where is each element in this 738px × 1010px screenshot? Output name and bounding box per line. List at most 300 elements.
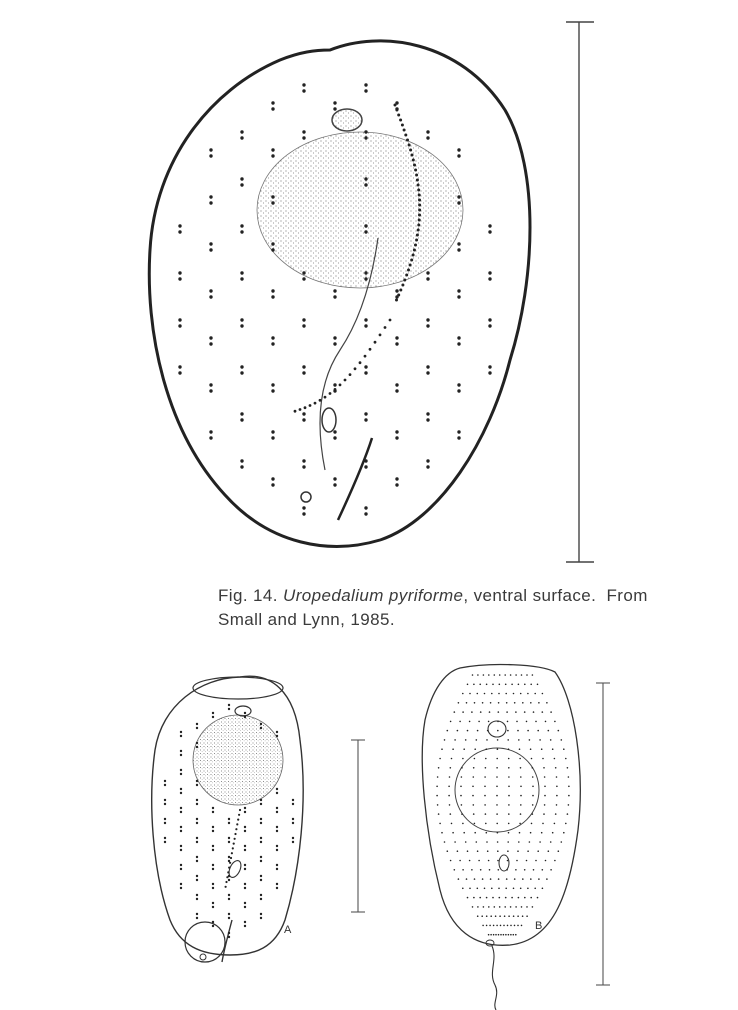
- kinety-dot: [244, 887, 246, 889]
- panel-a-macronucleus: [193, 715, 283, 805]
- kinety-dot: [489, 925, 491, 927]
- kinety-dot: [545, 721, 547, 723]
- kinety-dot: [476, 739, 478, 741]
- kinety-dot: [480, 869, 482, 871]
- kinety-dot: [485, 758, 487, 760]
- kinety-dot: [565, 823, 567, 825]
- oral-kinety-dot: [334, 388, 337, 391]
- kinety-dot: [534, 888, 536, 890]
- main-cell-drawing: [149, 41, 530, 546]
- oral-kinety-dot: [397, 294, 400, 297]
- kinety-dot: [530, 702, 532, 704]
- kinety-dot: [450, 860, 452, 862]
- kinety-dot: [462, 823, 464, 825]
- kinety-dot: [473, 897, 475, 899]
- kinety-dot: [364, 318, 367, 321]
- kinety-dot: [532, 813, 534, 815]
- kinety-dot: [479, 897, 481, 899]
- kinety-dot: [209, 430, 212, 433]
- kinety-dot: [497, 832, 499, 834]
- kinety-dot: [276, 868, 278, 870]
- kinety-dot: [488, 271, 491, 274]
- kinety-dot: [364, 465, 367, 468]
- oral-kinety-dot: [414, 244, 417, 247]
- kinety-dot: [495, 934, 497, 936]
- kinety-dot: [518, 841, 520, 843]
- oral-kinety-dot: [232, 847, 234, 849]
- kinety-dot: [500, 925, 502, 927]
- kinety-dot: [467, 897, 469, 899]
- kinety-dot: [511, 684, 513, 686]
- kinety-dot: [486, 748, 488, 750]
- kinety-dot: [426, 465, 429, 468]
- kinety-dot: [467, 730, 469, 732]
- kinety-dot: [244, 826, 246, 828]
- kinety-dot: [302, 271, 305, 274]
- kinety-dot: [546, 702, 548, 704]
- kinety-dot: [457, 430, 460, 433]
- kinety-dot: [507, 721, 509, 723]
- kinety-dot: [477, 850, 479, 852]
- kinety-dot: [508, 767, 510, 769]
- kinety-dot: [364, 89, 367, 92]
- panel-b-label: B: [535, 920, 543, 932]
- kinety-dot: [520, 693, 522, 695]
- kinety-dot: [477, 906, 479, 908]
- kinety-dot: [458, 878, 460, 880]
- kinety-dot: [462, 693, 464, 695]
- kinety-dot: [520, 767, 522, 769]
- kinety-dot: [180, 792, 182, 794]
- panel-b-nucleus: [455, 748, 539, 832]
- kinety-dot: [467, 684, 469, 686]
- kinety-dot: [209, 383, 212, 386]
- oral-kinety-dot: [299, 408, 302, 411]
- kinety-dot: [244, 921, 246, 923]
- kinety-dot: [180, 868, 182, 870]
- kinety-dot: [178, 224, 181, 227]
- kinety-dot: [240, 459, 243, 462]
- kinety-dot: [457, 242, 460, 245]
- panel-a-drawing: [152, 676, 303, 962]
- kinety-dot: [276, 788, 278, 790]
- kinety-dot: [486, 915, 488, 917]
- kinety-dot: [302, 512, 305, 515]
- kinety-dot: [302, 465, 305, 468]
- kinety-dot: [228, 879, 230, 881]
- kinety-dot: [514, 878, 516, 880]
- kinety-dot: [364, 177, 367, 180]
- kinety-dot: [333, 483, 336, 486]
- kinety-dot: [447, 730, 449, 732]
- kinety-dot: [240, 412, 243, 415]
- kinety-dot: [228, 913, 230, 915]
- kinety-dot: [482, 878, 484, 880]
- kinety-dot: [364, 83, 367, 86]
- kinety-dot: [515, 906, 517, 908]
- kinety-dot: [228, 704, 230, 706]
- kinety-dot: [491, 888, 493, 890]
- kinety-dot: [535, 721, 537, 723]
- kinety-dot: [451, 823, 453, 825]
- kinety-dot: [240, 465, 243, 468]
- kinety-dot: [521, 925, 523, 927]
- kinety-dot: [395, 430, 398, 433]
- kinety-dot: [520, 786, 522, 788]
- kinety-dot: [507, 860, 509, 862]
- kinety-dot: [260, 803, 262, 805]
- kinety-dot: [302, 136, 305, 139]
- kinety-dot: [180, 754, 182, 756]
- kinety-dot: [499, 915, 501, 917]
- panel-a-label: A: [284, 924, 292, 936]
- kinety-dot: [507, 739, 509, 741]
- kinety-dot: [364, 418, 367, 421]
- kinety-dot: [276, 735, 278, 737]
- kinety-dot: [196, 822, 198, 824]
- kinety-dot: [395, 289, 398, 292]
- kinety-dot: [541, 748, 543, 750]
- kinety-dot: [276, 887, 278, 889]
- kinety-dot: [457, 389, 460, 392]
- kinety-dot: [526, 674, 528, 676]
- kinety-dot: [447, 850, 449, 852]
- kinety-dot: [395, 389, 398, 392]
- kinety-dot: [426, 130, 429, 133]
- kinety-dot: [535, 860, 537, 862]
- kinety-dot: [524, 897, 526, 899]
- oral-kinety-dot: [416, 179, 419, 182]
- kinety-dot: [469, 860, 471, 862]
- kinety-dot: [457, 342, 460, 345]
- kinety-dot: [550, 869, 552, 871]
- kinety-dot: [476, 841, 478, 843]
- kinety-dot: [484, 693, 486, 695]
- kinety-dot: [271, 101, 274, 104]
- kinety-dot: [558, 730, 560, 732]
- kinety-dot: [426, 277, 429, 280]
- oral-kinety-dot: [238, 814, 240, 816]
- kinety-dot: [486, 897, 488, 899]
- kinety-dot: [457, 248, 460, 251]
- kinety-dot: [520, 795, 522, 797]
- kinety-dot: [534, 693, 536, 695]
- oral-kinety-dot: [225, 886, 227, 888]
- kinety-dot: [276, 864, 278, 866]
- kinety-dot: [515, 674, 517, 676]
- kinety-dot: [548, 850, 550, 852]
- caption-species: Uropedalium pyriforme: [283, 586, 464, 605]
- kinety-dot: [482, 702, 484, 704]
- kinety-dot: [555, 813, 557, 815]
- kinety-dot: [498, 869, 500, 871]
- kinety-dot: [462, 869, 464, 871]
- kinety-dot: [302, 89, 305, 92]
- kinety-dot: [271, 248, 274, 251]
- kinety-dot: [480, 711, 482, 713]
- kinety-dot: [474, 878, 476, 880]
- kinety-dot: [244, 925, 246, 927]
- kinety-dot: [333, 430, 336, 433]
- oral-kinety-dot: [394, 104, 397, 107]
- kinety-dot: [271, 148, 274, 151]
- kinety-dot: [436, 795, 438, 797]
- kinety-dot: [473, 767, 475, 769]
- kinety-dot: [260, 856, 262, 858]
- kinety-dot: [457, 195, 460, 198]
- kinety-dot: [499, 684, 501, 686]
- kinety-dot: [499, 674, 501, 676]
- oral-kinety-dot: [399, 119, 402, 122]
- kinety-dot: [473, 813, 475, 815]
- kinety-dot: [530, 878, 532, 880]
- kinety-dot: [517, 850, 519, 852]
- kinety-dot: [196, 727, 198, 729]
- kinety-dot: [522, 878, 524, 880]
- kinety-dot: [395, 436, 398, 439]
- kinety-dot: [462, 888, 464, 890]
- kinety-dot: [457, 383, 460, 386]
- kinety-dot: [302, 130, 305, 133]
- oral-kinety-dot: [354, 367, 357, 370]
- kinety-dot: [527, 850, 529, 852]
- kinety-dot: [498, 693, 500, 695]
- kinety-dot: [490, 878, 492, 880]
- kinety-dot: [461, 813, 463, 815]
- kinety-dot: [395, 336, 398, 339]
- kinety-dot: [449, 804, 451, 806]
- kinety-dot: [209, 389, 212, 392]
- kinety-dot: [454, 739, 456, 741]
- kinety-dot: [364, 365, 367, 368]
- kinety-dot: [484, 786, 486, 788]
- kinety-dot: [556, 795, 558, 797]
- kinety-dot: [556, 776, 558, 778]
- kinety-dot: [485, 823, 487, 825]
- kinety-dot: [244, 807, 246, 809]
- kinety-dot: [462, 711, 464, 713]
- kinety-dot: [488, 906, 490, 908]
- oral-kinety-dot: [406, 139, 409, 142]
- kinety-dot: [465, 739, 467, 741]
- kinety-dot: [180, 826, 182, 828]
- oral-kinety-dot: [418, 194, 421, 197]
- kinety-dot: [333, 477, 336, 480]
- oral-kinety-dot: [418, 219, 421, 222]
- kinety-dot: [484, 776, 486, 778]
- kinety-dot: [260, 799, 262, 801]
- kinety-dot: [333, 101, 336, 104]
- kinety-dot: [212, 887, 214, 889]
- kinety-dot: [180, 807, 182, 809]
- kinety-dot: [260, 898, 262, 900]
- kinety-dot: [439, 823, 441, 825]
- kinety-dot: [545, 860, 547, 862]
- kinety-dot: [496, 804, 498, 806]
- kinety-dot: [426, 136, 429, 139]
- kinety-dot: [486, 684, 488, 686]
- kinety-dot: [292, 841, 294, 843]
- kinety-dot: [488, 277, 491, 280]
- kinety-dot: [471, 869, 473, 871]
- kinety-dot: [494, 674, 496, 676]
- kinety-dot: [461, 776, 463, 778]
- oral-kinety-dot: [404, 134, 407, 137]
- kinety-dot: [537, 897, 539, 899]
- kinety-dot: [530, 748, 532, 750]
- kinety-dot: [514, 702, 516, 704]
- kinety-dot: [209, 289, 212, 292]
- oral-kinety-dot: [415, 174, 418, 177]
- kinety-dot: [244, 864, 246, 866]
- kinety-dot: [486, 925, 488, 927]
- kinety-dot: [508, 915, 510, 917]
- kinety-dot: [484, 804, 486, 806]
- kinety-dot: [486, 841, 488, 843]
- oral-kinety-dot: [403, 279, 406, 282]
- kinety-dot: [212, 811, 214, 813]
- kinety-dot: [518, 684, 520, 686]
- kinety-dot: [542, 869, 544, 871]
- kinety-dot: [212, 849, 214, 851]
- kinety-dot: [543, 813, 545, 815]
- kinety-dot: [244, 712, 246, 714]
- kinety-dot: [333, 289, 336, 292]
- kinety-dot: [568, 795, 570, 797]
- kinety-dot: [492, 897, 494, 899]
- kinety-dot: [490, 915, 492, 917]
- kinety-dot: [180, 883, 182, 885]
- kinety-dot: [196, 723, 198, 725]
- figure-caption: [218, 584, 658, 632]
- kinety-dot: [260, 723, 262, 725]
- kinety-dot: [492, 684, 494, 686]
- kinety-dot: [507, 925, 509, 927]
- kinety-dot: [302, 371, 305, 374]
- panel-a-scale-bar: [351, 740, 365, 912]
- oral-kinety-dot: [389, 319, 392, 322]
- panel-b-posterior-ring: [486, 940, 494, 946]
- kinety-dot: [178, 318, 181, 321]
- kinety-dot: [292, 822, 294, 824]
- kinety-dot: [395, 477, 398, 480]
- kinety-dot: [550, 711, 552, 713]
- kinety-dot: [498, 888, 500, 890]
- caption-fig-number: Fig. 14.: [218, 586, 284, 605]
- oral-kinety-dot: [239, 809, 241, 811]
- kinety-dot: [178, 365, 181, 368]
- kinety-dot: [505, 897, 507, 899]
- kinety-dot: [271, 430, 274, 433]
- kinety-dot: [520, 804, 522, 806]
- kinety-dot: [519, 748, 521, 750]
- oral-kinety-dot: [413, 249, 416, 252]
- kinety-dot: [496, 823, 498, 825]
- kinety-dot: [426, 412, 429, 415]
- kinety-dot: [505, 684, 507, 686]
- kinety-dot: [260, 841, 262, 843]
- kinety-dot: [271, 195, 274, 198]
- kinety-dot: [520, 888, 522, 890]
- kinety-dot: [489, 711, 491, 713]
- kinety-dot: [212, 868, 214, 870]
- kinety-dot: [467, 850, 469, 852]
- kinety-dot: [473, 684, 475, 686]
- kinety-dot: [196, 742, 198, 744]
- kinety-dot: [506, 711, 508, 713]
- kinety-dot: [178, 277, 181, 280]
- panel-a-apical-ellipse: [193, 677, 283, 699]
- kinety-dot: [260, 837, 262, 839]
- kinety-dot: [180, 731, 182, 733]
- kinety-dot: [483, 906, 485, 908]
- micronucleus: [332, 109, 362, 131]
- kinety-dot: [537, 850, 539, 852]
- kinety-dot: [474, 823, 476, 825]
- oral-kinety-dot: [417, 184, 420, 187]
- kinety-dot: [526, 721, 528, 723]
- kinety-dot: [448, 786, 450, 788]
- kinety-dot: [228, 818, 230, 820]
- macronucleus: [257, 132, 463, 288]
- kinety-dot: [567, 767, 569, 769]
- kinety-dot: [537, 730, 539, 732]
- kinety-dot: [532, 786, 534, 788]
- kinety-dot: [521, 674, 523, 676]
- kinety-dot: [271, 242, 274, 245]
- kinety-dot: [515, 869, 517, 871]
- kinety-dot: [240, 365, 243, 368]
- kinety-dot: [196, 917, 198, 919]
- kinety-dot: [196, 913, 198, 915]
- kinety-dot: [212, 921, 214, 923]
- kinety-dot: [537, 684, 539, 686]
- kinety-dot: [212, 830, 214, 832]
- kinety-dot: [271, 289, 274, 292]
- kinety-dot: [510, 674, 512, 676]
- kinety-dot: [516, 860, 518, 862]
- kinety-dot: [477, 674, 479, 676]
- kinety-dot: [180, 830, 182, 832]
- kinety-dot: [544, 786, 546, 788]
- kinety-dot: [477, 730, 479, 732]
- oral-kinety-dot: [231, 852, 233, 854]
- kinety-dot: [454, 869, 456, 871]
- kinety-dot: [276, 883, 278, 885]
- kinety-dot: [519, 823, 521, 825]
- kinety-dot: [228, 936, 230, 938]
- kinety-dot: [426, 271, 429, 274]
- kinety-dot: [271, 154, 274, 157]
- kinety-dot: [244, 849, 246, 851]
- kinety-dot: [180, 849, 182, 851]
- kinety-dot: [472, 674, 474, 676]
- kinety-dot: [439, 758, 441, 760]
- kinety-dot: [466, 702, 468, 704]
- kinety-dot: [426, 371, 429, 374]
- kinety-dot: [472, 786, 474, 788]
- kinety-dot: [500, 934, 502, 936]
- kinety-dot: [271, 483, 274, 486]
- kinety-dot: [507, 841, 509, 843]
- kinety-dot: [260, 727, 262, 729]
- kinety-dot: [542, 693, 544, 695]
- kinety-dot: [196, 860, 198, 862]
- kinety-dot: [240, 183, 243, 186]
- kinety-dot: [209, 195, 212, 198]
- kinety-dot: [498, 711, 500, 713]
- kinety-dot: [504, 915, 506, 917]
